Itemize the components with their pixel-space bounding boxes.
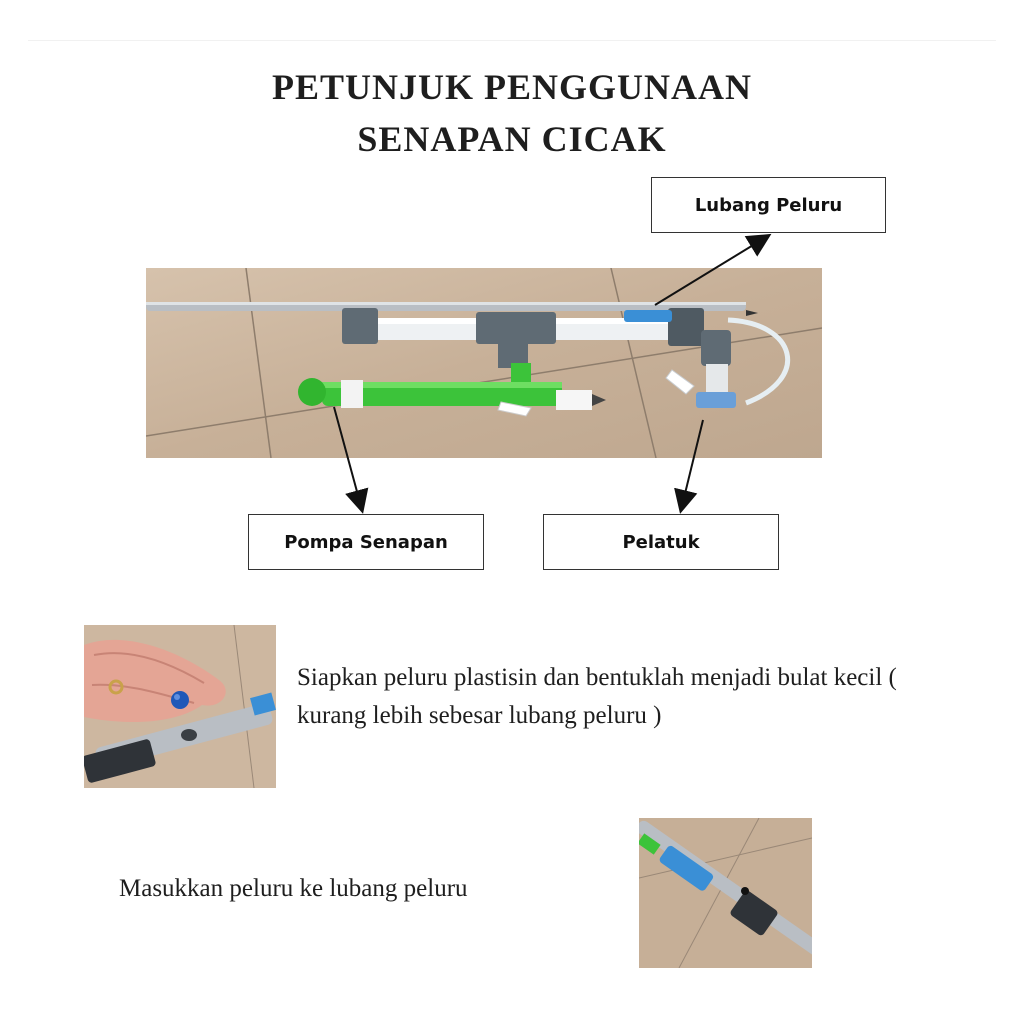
step-2-text: Masukkan peluru ke lubang peluru xyxy=(119,875,468,902)
callout-pelatuk: Pelatuk xyxy=(543,514,779,570)
step-1-photo xyxy=(84,625,276,788)
arrow-pelatuk xyxy=(681,420,703,510)
page-title-line-1: PETUNJUK PENGGUNAAN xyxy=(271,67,752,107)
arrow-pompa-senapan xyxy=(334,407,362,510)
arrow-lubang-peluru xyxy=(655,236,768,305)
page-title-line-2: SENAPAN CICAK xyxy=(357,119,667,159)
step-1-text: Siapkan peluru plastisin dan bentuklah menjadi bulat kecil ( kurang lebih sebesar lubang peluru ) xyxy=(297,664,897,729)
callout-pompa-senapan: Pompa Senapan xyxy=(248,514,484,570)
step-2-photo xyxy=(639,818,812,968)
callout-lubang-peluru: Lubang Peluru xyxy=(651,177,886,233)
